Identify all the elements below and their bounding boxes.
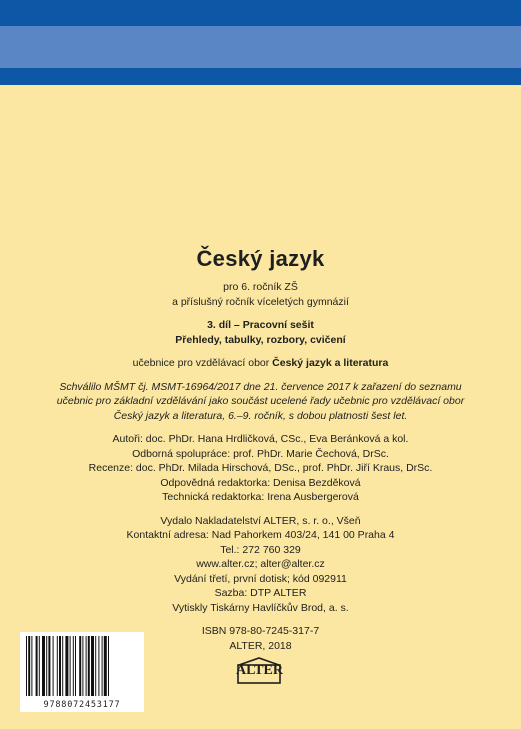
barcode-number: 9788072453177 [43,700,121,710]
barcode-bar [48,636,50,696]
barcode-bar [104,636,107,696]
printer: Vytiskly Tiskárny Havlíčkův Brod, a. s. [172,601,349,614]
edition-info: Vydání třetí, první dotisk; kód 092911 [174,572,347,585]
credit-collaboration: Odborná spolupráce: prof. PhDr. Marie Čechová, DrSc. [132,447,389,460]
textbook-line-subject: Český jazyk a literatura [272,357,389,369]
barcode [20,632,144,712]
subtitle-gymnasium: a příslušný ročník víceletých gymnázií [172,295,349,308]
typesetting: Sazba: DTP ALTER [214,587,307,599]
publisher-phone: Tel.: 272 760 329 [220,543,301,556]
credit-tech-editor: Technická redaktorka: Irena Ausbergerová [162,491,359,503]
barcode-bar [42,636,45,696]
barcode-bar [53,636,54,696]
credit-editor: Odpovědná redaktorka: Denisa Bezděková [160,476,361,489]
subtitle-grade: pro 6. ročník ZŠ [223,281,298,293]
part-title: 3. díl – Pracovní sešit [207,319,314,331]
isbn: ISBN 978-80-7245-317-7 [201,625,320,637]
book-title: Český jazyk [196,246,325,271]
top-band-dark-lower [0,68,521,85]
barcode-bar [31,636,32,696]
publisher-address: Kontaktní adresa: Nad Pahorkem 403/24, 141 00 Praha 4 [126,529,395,541]
barcode-bar [95,636,96,696]
top-band-dark [0,0,521,26]
barcode-bar [91,636,94,696]
barcode-bar [26,636,27,696]
textbook-line [0,356,521,371]
barcode-bar [75,636,76,696]
barcode-bar [46,636,47,696]
approval-line: Schválilo MŠMT čj. MSMT-16964/2017 dne 21. července 2017 k zařazení do seznamu [59,380,462,393]
barcode-bar [28,636,30,696]
barcode-bar [102,636,103,696]
barcode-bar [88,636,90,696]
barcode-bar [108,636,109,696]
barcode-bar [73,636,74,696]
top-band-light [0,26,521,68]
barcode-bar [82,636,83,696]
textbook-line-prefix: učebnice pro vzdělávací obor [132,357,273,369]
cover-text [0,244,521,653]
barcode-bar [65,636,68,696]
barcode-bar [79,636,81,696]
credit-reviewers: Recenze: doc. PhDr. Milada Hirschová, DSc., prof. PhDr. Jiří Kraus, DrSc. [88,462,433,474]
barcode-bar [39,636,40,696]
publisher-web: www.alter.cz; alter@alter.cz [196,558,325,570]
part-subtitle: Přehledy, tabulky, rozbory, cvičení [175,333,346,346]
alter-logo [236,657,282,685]
barcode-bar [62,636,63,696]
approval-line: učebnic pro základní vzdělávání jako součást ucelené řady učebnic pro vzdělávací obor [56,395,465,407]
barcode-bar [98,636,99,696]
barcode-bar [36,636,38,696]
credit-authors: Autoři: doc. PhDr. Hana Hrdličková, CSc., Eva Beránková a kol. [112,433,409,445]
barcode-bar [57,636,58,696]
barcode-bar [70,636,71,696]
approval-line: Český jazyk a literatura, 6.–9. ročník, s dobou platnosti šest let. [113,409,408,422]
logo-text: ALTER [236,663,283,678]
publisher-line: Vydalo Nakladatelství ALTER, s. r. o., Všeň [160,514,361,527]
barcode-bars [24,636,140,696]
barcode-bar [59,636,61,696]
barcode-bar [86,636,87,696]
publisher-year: ALTER, 2018 [229,639,292,652]
